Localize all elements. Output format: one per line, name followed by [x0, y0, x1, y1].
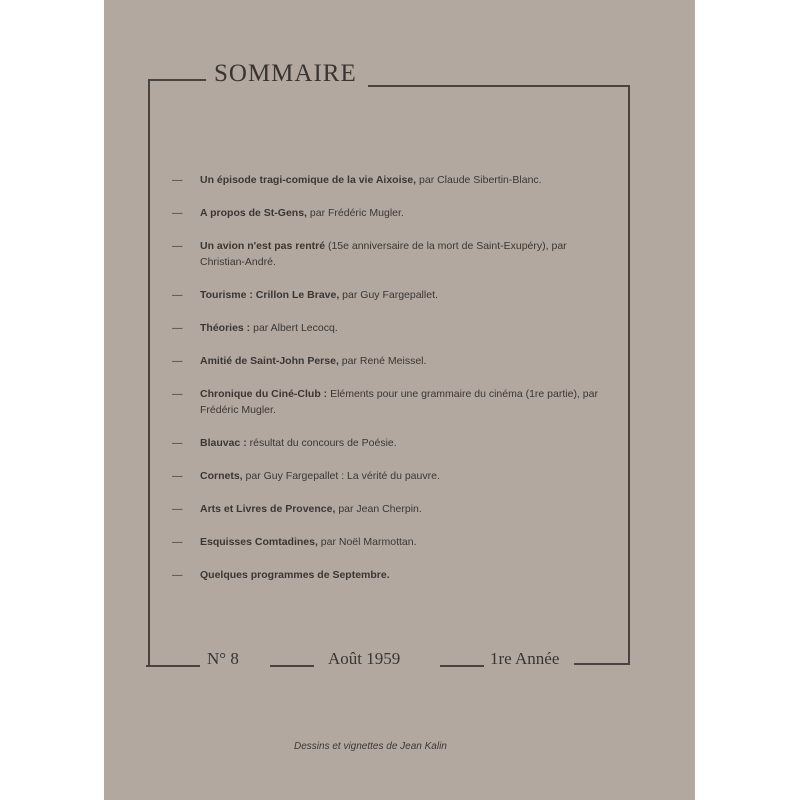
- entry-author: par Albert Lecocq.: [250, 322, 338, 334]
- entry-author: par Jean Cherpin.: [335, 503, 422, 515]
- entry-title: Arts et Livres de Provence,: [200, 503, 336, 515]
- footer-rule-4: [574, 663, 630, 665]
- toc-entry: [172, 172, 612, 188]
- entry-title: Blauvac :: [200, 437, 247, 449]
- entry-dash: —: [172, 289, 183, 301]
- entry-author: résultat du concours de Poésie.: [246, 437, 397, 449]
- toc-entry: [172, 501, 612, 517]
- entry-dash: —: [172, 503, 183, 515]
- entry-author: par Frédéric Mugler.: [306, 207, 404, 219]
- footer-rule-3: [440, 665, 484, 667]
- toc-entry: [172, 386, 612, 418]
- toc-entry: [172, 353, 612, 369]
- entry-dash: —: [172, 355, 183, 367]
- toc-entry: [172, 238, 612, 270]
- entry-title: Amitié de Saint-John Perse,: [200, 355, 339, 367]
- entry-dash: —: [172, 322, 183, 334]
- entry-title: Quelques programmes de Septembre.: [200, 569, 390, 581]
- entry-author: (15e anniversaire de la mort de Saint-Exupéry), par Christian-André.: [200, 240, 567, 268]
- entry-dash: —: [172, 536, 183, 548]
- entry-title: Esquisses Comtadines,: [200, 536, 318, 548]
- table-of-contents: [172, 172, 612, 600]
- entry-title: Un avion n'est pas rentré: [200, 240, 326, 252]
- entry-title: Théories :: [200, 322, 251, 334]
- entry-author: par Guy Fargepallet : La vérité du pauvre.: [242, 470, 440, 482]
- entry-title: Cornets,: [200, 470, 243, 482]
- toc-entry: [172, 320, 612, 336]
- entry-author: par Claude Sibertin-Blanc.: [416, 174, 542, 186]
- toc-entry: [172, 205, 612, 221]
- entry-dash: —: [172, 437, 183, 449]
- entry-dash: —: [172, 388, 183, 400]
- entry-author: Eléments pour une grammaire du cinéma (1re partie), par Frédéric Mugler.: [200, 388, 598, 416]
- issue-date: Août 1959: [328, 649, 401, 668]
- entry-author: par Guy Fargepallet.: [339, 289, 438, 301]
- frame-left-border: [148, 80, 150, 665]
- top-rule-left: [148, 79, 206, 81]
- entry-title: A propos de St-Gens,: [200, 207, 307, 219]
- toc-entry: [172, 287, 612, 303]
- magazine-page: [104, 0, 695, 800]
- entry-dash: —: [172, 470, 183, 482]
- footer-rule-2: [270, 665, 314, 667]
- entry-title: Tourisme : Crillon Le Brave,: [200, 289, 340, 301]
- toc-entry: [172, 534, 612, 550]
- entry-author: par René Meissel.: [338, 355, 427, 367]
- toc-entry: [172, 468, 612, 484]
- entry-title: Un épisode tragi-comique de la vie Aixoise,: [200, 174, 417, 186]
- entry-dash: —: [172, 240, 183, 252]
- entry-dash: —: [172, 174, 183, 186]
- toc-entry: [172, 567, 612, 583]
- volume-year: 1re Année: [490, 649, 560, 668]
- illustration-credits: Dessins et vignettes de Jean Kalin: [294, 741, 447, 752]
- frame-right-border: [628, 86, 630, 664]
- toc-entry: [172, 435, 612, 451]
- entry-dash: —: [172, 569, 183, 581]
- footer-rule-1: [146, 665, 200, 667]
- issue-number: N° 8: [207, 649, 239, 668]
- entry-dash: —: [172, 207, 183, 219]
- entry-author: par Noël Marmottan.: [317, 536, 417, 548]
- top-rule-right: [368, 85, 630, 87]
- entry-title: Chronique du Ciné-Club :: [200, 388, 328, 400]
- page-title: SOMMAIRE: [214, 60, 357, 87]
